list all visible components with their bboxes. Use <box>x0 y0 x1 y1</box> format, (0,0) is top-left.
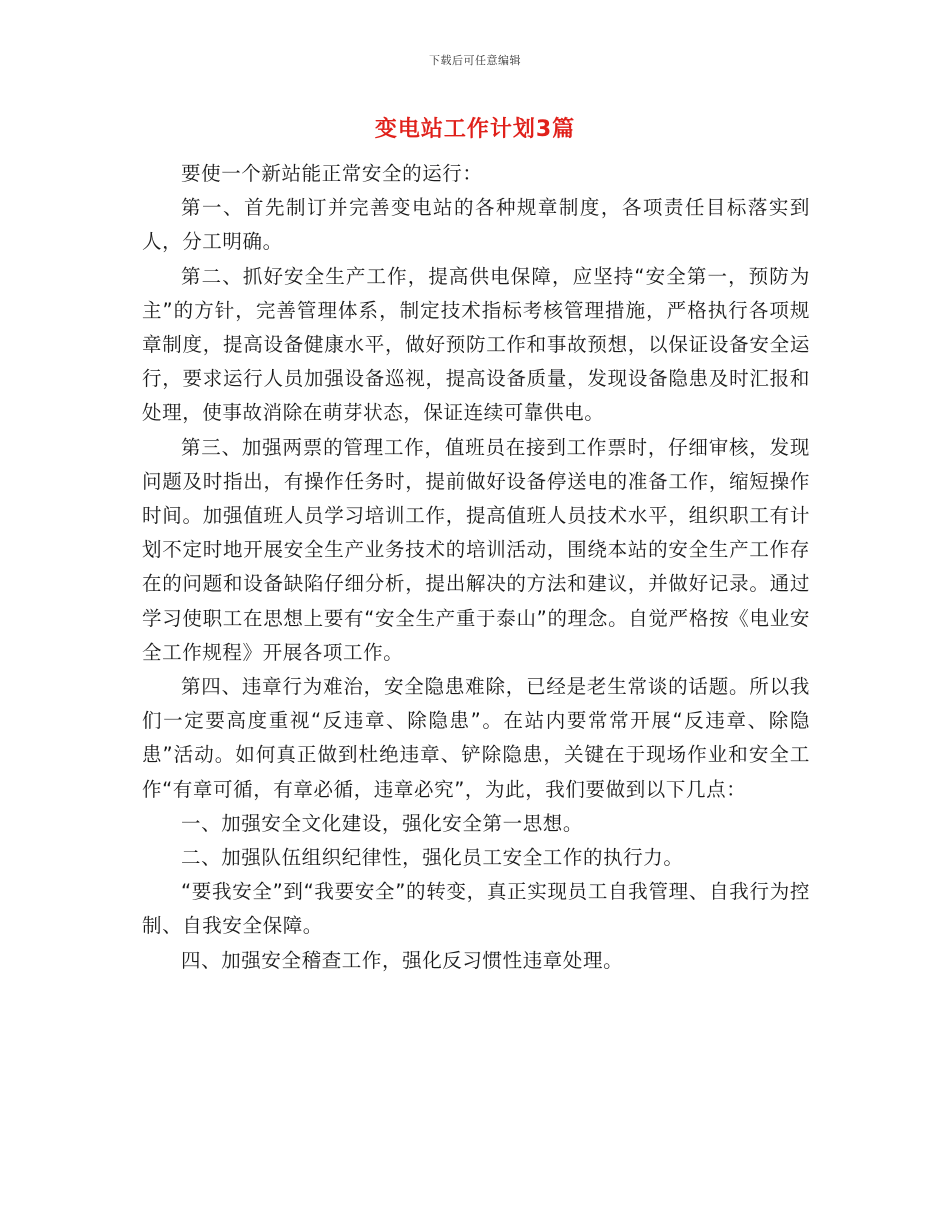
paragraph-second: 第二、抓好安全生产工作，提高供电保障，应坚持“安全第一，预防为主”的方针，完善管理体系，制定技术指标考核管理措施，严格执行各项规章制度，提高设备健康水平，做好预防工作和事故预想，以保证设备安全运行，要求运行人员加强设备巡视，提高设备质量，发现设备隐患及时汇报和处理，使事故消除在萌芽状态，保证连续可靠供电。 <box>142 264 810 425</box>
header-note: 下载后可任意编辑 <box>429 54 521 67</box>
paragraph-intro: 要使一个新站能正常安全的运行： <box>181 162 483 185</box>
paragraph-transition: “要我安全”到“我要安全”的转变，真正实现员工自我管理、自我行为控制、自我安全保障。 <box>142 880 810 938</box>
list-item-one: 一、加强安全文化建设，强化安全第一思想。 <box>181 811 584 835</box>
list-item-four: 四、加强安全稽查工作，强化反习惯性违章处理。 <box>181 948 624 972</box>
document-title: 变电站工作计划3篇 <box>374 117 576 142</box>
paragraph-third: 第三、加强两票的管理工作，值班员在接到工作票时，仔细审核，发现问题及时指出，有操作任务时，提前做好设备停送电的准备工作，缩短操作时间。加强值班人员学习培训工作，提高值班人员技术水平，组织职工有计划不定时地开展安全生产业务技术的培训活动，围绕本站的安全生产工作存在的问题和设备缺陷仔细分析，提出解决的方法和建议，并做好记录。通过学习使职工在思想上要有“安全生产重于泰山”的理念。自觉严格按《电业安全工作规程》开展各项工作。 <box>142 435 810 664</box>
list-item-two: 二、加强队伍组织纪律性，强化员工安全工作的执行力。 <box>181 846 684 870</box>
document-body <box>142 157 810 978</box>
paragraph-fourth: 第四、违章行为难治，安全隐患难除，已经是老生常谈的话题。所以我们一定要高度重视“反违章、除隐患”。在站内要常常开展“反违章、除隐患”活动。如何真正做到杜绝违章、铲除隐患，关键在于现场作业和安全工作“有章可循，有章必循，违章必究”，为此，我们要做到以下几点： <box>142 675 810 801</box>
paragraph-first: 第一、首先制订并完善变电站的各种规章制度，各项责任目标落实到人，分工明确。 <box>142 196 810 254</box>
